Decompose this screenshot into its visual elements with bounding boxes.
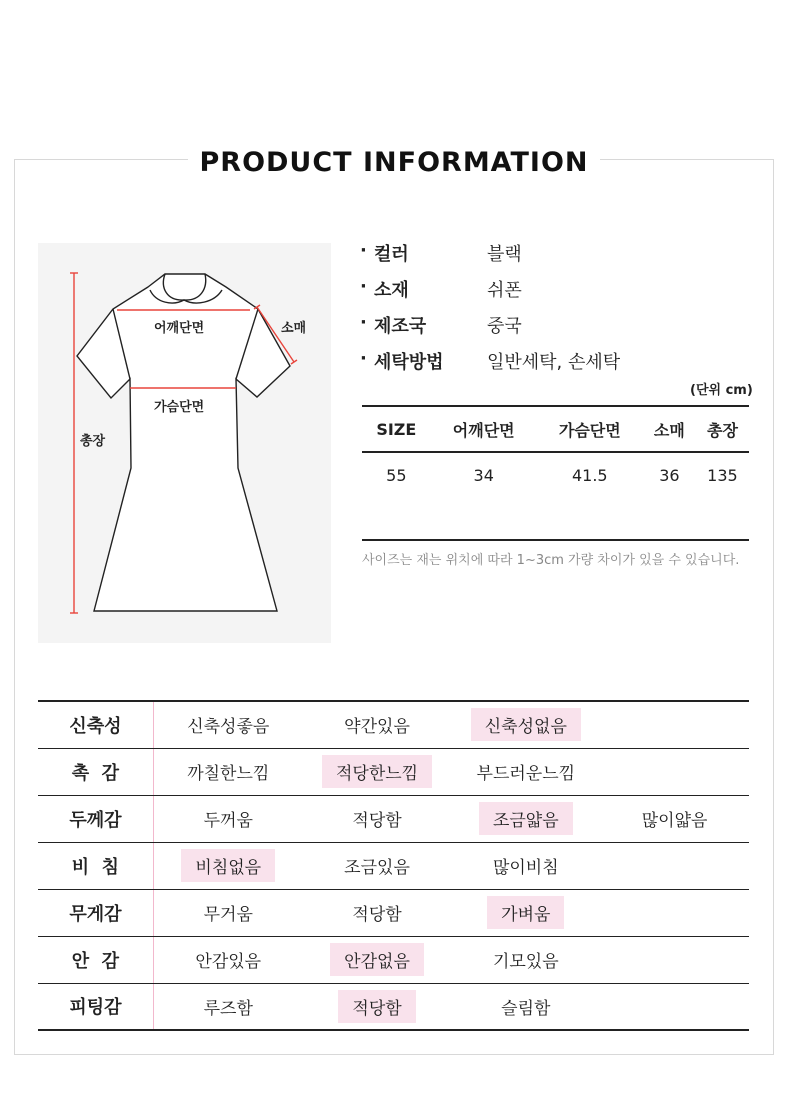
feature-option: 슬림함: [501, 998, 551, 1019]
feature-option-cell: [303, 795, 452, 842]
feature-row: [38, 983, 749, 1030]
feature-option-cell: [600, 795, 749, 842]
feature-option-cell: [153, 748, 302, 795]
feature-option-selected: 신축성없음: [471, 708, 581, 741]
feature-row: [38, 701, 749, 748]
feature-option-cell: [303, 889, 452, 936]
feature-option: 많이비침: [492, 858, 559, 878]
info-value: 쉬폰: [487, 280, 522, 301]
feature-option-cell: [153, 889, 302, 936]
feature-category: 비 침: [38, 842, 153, 889]
size-row: [362, 452, 749, 498]
size-cell: 34: [473, 466, 494, 485]
feature-option: 많이얇음: [641, 811, 708, 831]
feature-option: 부드러운느낌: [476, 764, 576, 784]
feature-option-cell: [153, 936, 302, 983]
feature-table: [38, 700, 749, 1031]
size-cell: 55: [386, 466, 407, 485]
feature-option-selected: 가벼움: [487, 896, 564, 929]
size-header: 어깨단면: [431, 406, 537, 452]
feature-row: [38, 889, 749, 936]
feature-category: 촉 감: [38, 748, 153, 795]
feature-option-cell: [303, 842, 452, 889]
feature-option-cell: [153, 795, 302, 842]
sleeve-label: 소매: [281, 321, 307, 336]
feature-option-cell: [600, 983, 749, 1030]
feature-option-cell: [303, 701, 452, 748]
info-row: · 소재 쉬폰: [360, 276, 522, 301]
feature-category: 신축성: [38, 701, 153, 748]
feature-option-cell: [451, 795, 600, 842]
feature-option-cell: [451, 936, 600, 983]
size-header: 총장: [696, 406, 749, 452]
page-title: PRODUCT INFORMATION: [188, 140, 600, 184]
info-value: 블랙: [487, 244, 522, 265]
size-table: [362, 405, 749, 498]
feature-option-cell: [600, 748, 749, 795]
dress-diagram: [38, 243, 331, 643]
info-row: · 세탁방법 일반세탁, 손세탁: [360, 348, 621, 373]
feature-category: 안 감: [38, 936, 153, 983]
feature-option: 기모있음: [492, 952, 559, 972]
product-info-list: [360, 236, 750, 380]
size-cell: 135: [707, 466, 738, 485]
shoulder-label: 어깨단면: [154, 321, 205, 336]
info-label: 소재: [374, 280, 409, 301]
feature-option-selected: 안감없음: [330, 943, 424, 976]
size-cell: 41.5: [571, 466, 608, 485]
feature-option: 적당함: [352, 811, 402, 831]
info-value: 일반세탁, 손세탁: [487, 352, 621, 373]
feature-option-selected: 조금얇음: [479, 802, 573, 835]
feature-option-cell: [303, 983, 452, 1030]
feature-row: [38, 748, 749, 795]
feature-option-cell: [303, 936, 452, 983]
feature-row: [38, 842, 749, 889]
feature-option: 약간있음: [344, 717, 410, 738]
length-label: 총장: [80, 434, 106, 449]
feature-option: 적당함: [352, 905, 402, 925]
size-table-divider: [362, 539, 749, 541]
size-header: 가슴단면: [537, 406, 643, 452]
feature-option: 안감있음: [195, 952, 262, 972]
feature-option: 루즈함: [203, 998, 253, 1019]
info-label: 세탁방법: [374, 352, 444, 373]
feature-row: [38, 795, 749, 842]
feature-option-cell: [600, 889, 749, 936]
feature-option-cell: [153, 701, 302, 748]
info-value: 중국: [487, 316, 522, 337]
feature-option: 까칠한느낌: [187, 764, 270, 784]
feature-option-cell: [451, 889, 600, 936]
size-note: 사이즈는 재는 위치에 따라 1~3cm 가량 차이가 있을 수 있습니다.: [362, 553, 740, 568]
feature-option: 신축성좋음: [187, 717, 270, 738]
feature-option-selected: 비침없음: [181, 849, 275, 882]
unit-label: (단위 cm): [690, 383, 753, 398]
feature-category: 피팅감: [38, 983, 153, 1030]
feature-option-cell: [451, 748, 600, 795]
feature-option-selected: 적당한느낌: [322, 755, 432, 788]
feature-category: 두께감: [38, 795, 153, 842]
feature-category: 무게감: [38, 889, 153, 936]
feature-option-selected: 적당함: [338, 990, 415, 1023]
feature-option-cell: [600, 701, 749, 748]
info-label: 컬러: [374, 244, 409, 265]
info-row: · 제조국 중국: [360, 312, 522, 337]
size-header: 소매: [643, 406, 696, 452]
feature-option-cell: [451, 701, 600, 748]
feature-option-cell: [153, 983, 302, 1030]
feature-option: 두꺼움: [203, 811, 253, 831]
info-label: 제조국: [374, 316, 427, 337]
feature-option-cell: [451, 983, 600, 1030]
info-row: · 컬러 블랙: [360, 240, 522, 265]
feature-option-cell: [153, 842, 302, 889]
feature-option-cell: [451, 842, 600, 889]
feature-option-cell: [600, 842, 749, 889]
size-header: SIZE: [362, 406, 431, 452]
feature-option: 무거움: [203, 905, 253, 925]
feature-option-cell: [600, 936, 749, 983]
size-header-row: [362, 406, 749, 452]
chest-label: 가슴단면: [154, 400, 205, 415]
feature-option-cell: [303, 748, 452, 795]
feature-option: 조금있음: [344, 858, 410, 878]
feature-row: [38, 936, 749, 983]
size-cell: 36: [659, 466, 680, 485]
